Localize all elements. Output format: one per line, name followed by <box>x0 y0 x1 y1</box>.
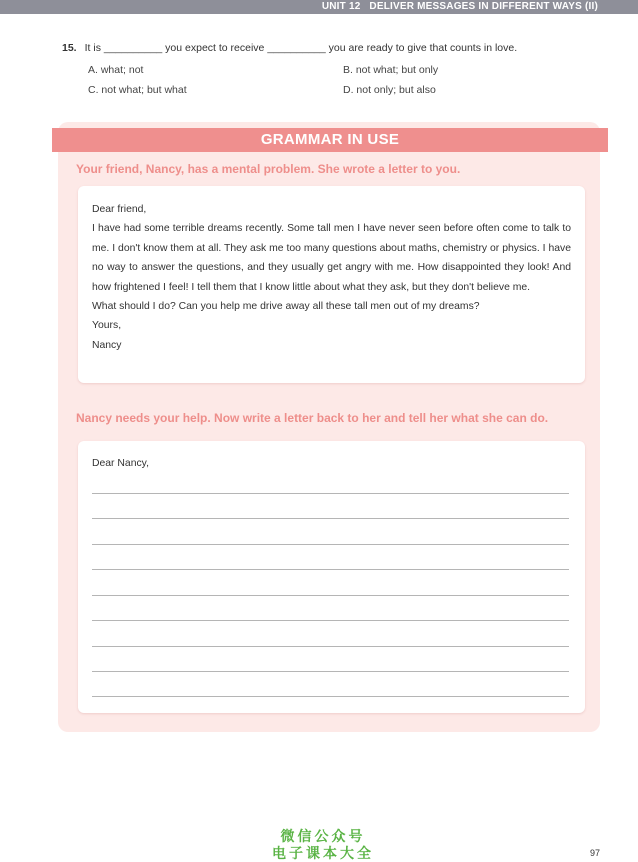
nancy-letter-card <box>78 186 585 383</box>
writing-line[interactable] <box>92 696 569 697</box>
question-number: 15. <box>62 42 77 54</box>
writing-line[interactable] <box>92 646 569 647</box>
instruction-write-reply: Nancy needs your help. Now write a letter back to her and tell her what she can do. <box>76 411 549 425</box>
writing-line[interactable] <box>92 493 569 494</box>
question-15 <box>62 42 582 54</box>
unit-label: UNIT 12 <box>321 1 361 12</box>
question-stem: It is __________ you expect to receive __________ you are ready to give that counts in love. <box>84 42 518 54</box>
letter-closing: Yours, <box>92 320 122 332</box>
writing-line[interactable] <box>92 595 569 596</box>
letter-signature: Nancy <box>92 339 122 351</box>
writing-line[interactable] <box>92 620 569 621</box>
writing-line[interactable] <box>92 569 569 570</box>
reply-salutation: Dear Nancy, <box>92 458 149 469</box>
writing-line[interactable] <box>92 671 569 672</box>
option-b: B. not what; but only <box>343 64 439 76</box>
writing-line[interactable] <box>92 544 569 545</box>
page-number: 97 <box>589 848 600 858</box>
letter-question: What should I do? Can you help me drive away all these tall men out of my dreams? <box>92 301 480 313</box>
watermark-line-2: 电子课本大全 <box>272 845 374 861</box>
option-a: A. what; not <box>88 64 144 76</box>
section-heading: GRAMMAR IN USE <box>52 128 608 152</box>
reply-letter-card[interactable] <box>78 441 585 713</box>
unit-header <box>322 0 598 14</box>
instruction-read-letter: Your friend, Nancy, has a mental problem. She wrote a letter to you. <box>76 162 461 176</box>
letter-body: I have had some terrible dreams recently. Some tall men I have never seen before often come to talk to me. I don't know them at all. They ask me too many questions about maths, chemistry or physics. I have no way to answer the questions, and they usually get angry with me. How disappointed they look! And how frightened I feel! I tell them that I know little about what they ask, but they don't believe me. <box>92 223 571 293</box>
unit-header-bar <box>0 0 638 14</box>
option-d: D. not only; but also <box>343 84 436 96</box>
option-c: C. not what; but what <box>88 84 187 96</box>
writing-line[interactable] <box>92 518 569 519</box>
letter-salutation: Dear friend, <box>92 204 147 215</box>
watermark-line-1: 微信公众号 <box>280 828 366 844</box>
unit-title: DELIVER MESSAGES IN DIFFERENT WAYS (II) <box>369 1 598 12</box>
watermark <box>258 828 388 862</box>
